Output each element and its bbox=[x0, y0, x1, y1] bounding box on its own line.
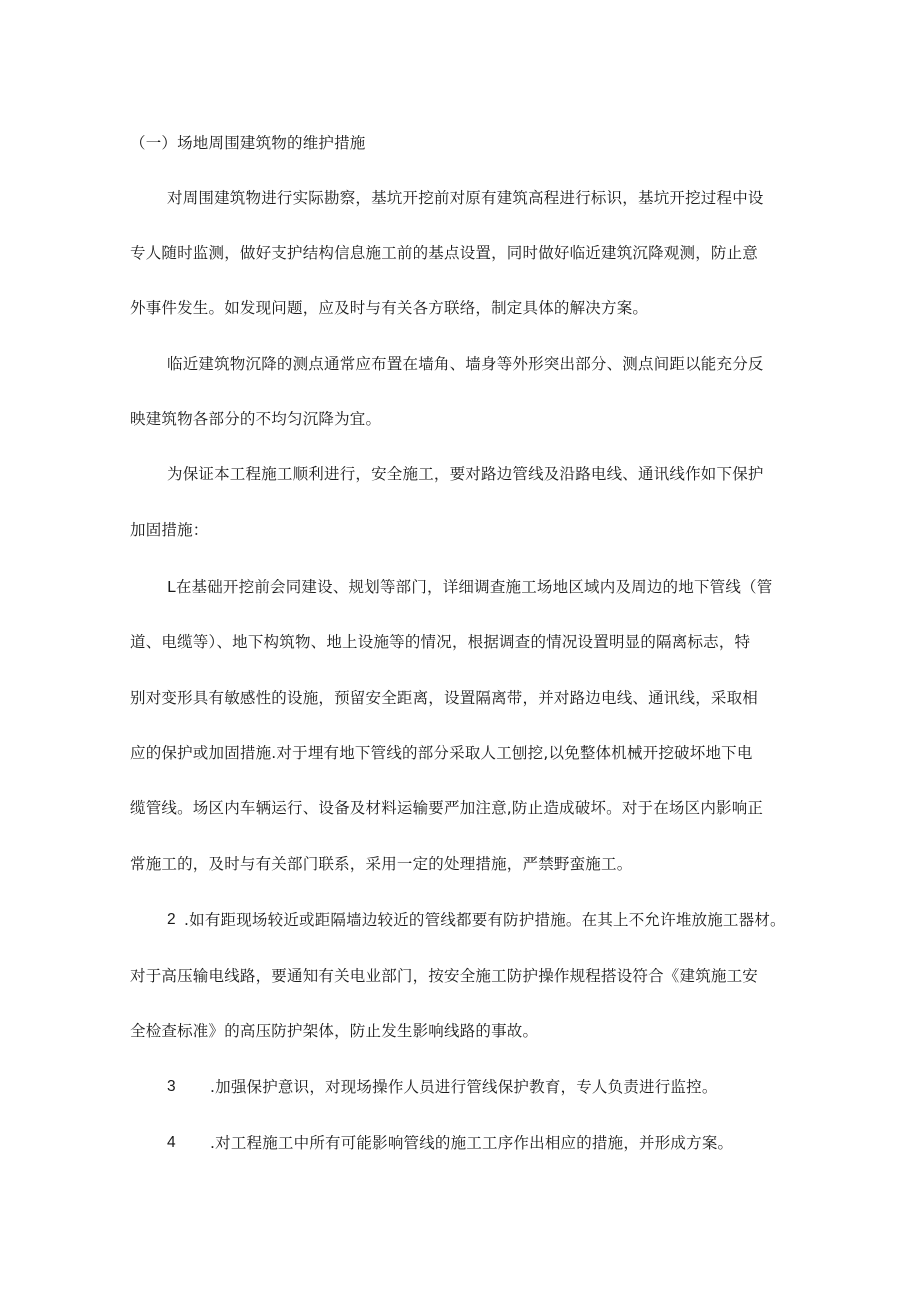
paragraph-line: 加固措施： bbox=[130, 521, 209, 539]
list-item-line: .如有距现场较近或距隔墙边较近的管线都要有防护措施。在其上不允许堆放施工器材。 bbox=[184, 911, 786, 929]
list-item-number: 4 bbox=[167, 1134, 176, 1151]
list-item-line: 缆管线。场区内车辆运行、设备及材料运输要严加注意,防止造成破坏。对于在场区内影响正 bbox=[130, 799, 764, 817]
list-item-line: 全检查标准》的高压防护架体，防止发生影响线路的事故。 bbox=[130, 1022, 539, 1040]
paragraph-line: 为保证本工程施工顺利进行，安全施工，要对路边管线及沿路电线、通讯线作如下保护 bbox=[167, 465, 764, 483]
section-heading: （一）场地周围建筑物的维护措施 bbox=[130, 134, 366, 152]
list-item-line: .加强保护意识，对现场操作人员进行管线保护教育，专人负责进行监控。 bbox=[210, 1078, 718, 1096]
list-item-line: 应的保护或加固措施.对于埋有地下管线的部分采取人工刨挖,以免整体机械开挖破坏地下电 bbox=[130, 744, 753, 762]
paragraph-line: 专人随时监测，做好支护结构信息施工前的基点设置，同时做好临近建筑沉降观测，防止意 bbox=[130, 244, 759, 262]
list-item-number: 3 bbox=[167, 1078, 176, 1095]
list-item-number: 2 bbox=[167, 911, 176, 928]
paragraph-line: 对周围建筑物进行实际勘察，基坑开挖前对原有建筑高程进行标识，基坑开挖过程中设 bbox=[167, 189, 764, 207]
list-item-line: 道、电缆等）、地下构筑物、地上设施等的情况，根据调查的情况设置明显的隔离标志，特 bbox=[130, 633, 751, 651]
list-item-line: L在基础开挖前会同建设、规划等部门，详细调查施工场地区域内及周边的地下管线（管 bbox=[167, 578, 773, 596]
list-item-line: 对于高压输电线路，要通知有关电业部门，按安全施工防护操作规程搭设符合《建筑施工安 bbox=[130, 967, 759, 985]
list-item-line: 别对变形具有敏感性的设施，预留安全距离，设置隔离带，并对路边电线、通讯线，采取相 bbox=[130, 689, 759, 707]
list-item-line: 常施工的，及时与有关部门联系，采用一定的处理措施，严禁野蛮施工。 bbox=[130, 855, 633, 873]
paragraph-line: 临近建筑物沉降的测点通常应布置在墙角、墙身等外形突出部分、测点间距以能充分反 bbox=[167, 355, 764, 373]
paragraph-line: 外事件发生。如发现问题，应及时与有关各方联络，制定具体的解决方案。 bbox=[130, 299, 649, 317]
list-item-line: .对工程施工中所有可能影响管线的施工工序作出相应的措施，并形成方案。 bbox=[210, 1134, 734, 1152]
paragraph-line: 映建筑物各部分的不均匀沉降为宜。 bbox=[130, 410, 382, 428]
